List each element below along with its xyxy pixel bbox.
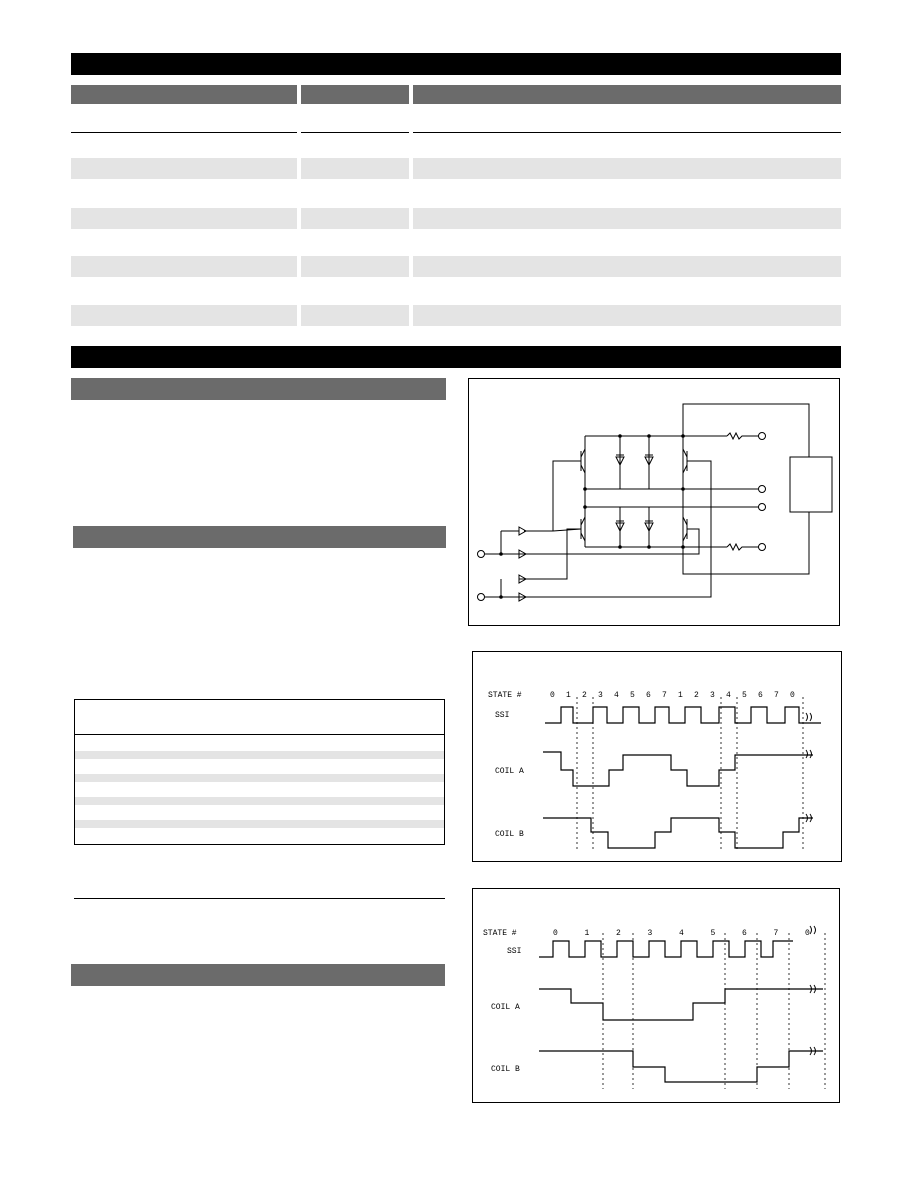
coil-a-waveform — [539, 989, 823, 1020]
data-table — [74, 699, 445, 845]
state-number: 0 — [550, 691, 555, 700]
table-rule — [71, 132, 297, 133]
table-row-band — [413, 256, 841, 277]
state-label: STATE # — [488, 691, 522, 700]
state-number: 6 — [742, 929, 747, 938]
coil-b-waveform — [543, 818, 813, 848]
state-number: 4 — [614, 691, 619, 700]
state-number: 3 — [647, 929, 653, 938]
signal-label-coil-b: COIL B — [491, 1065, 520, 1074]
section-header-bar-bottom — [71, 346, 841, 368]
section-header-bar-top — [71, 53, 841, 75]
coil-b-waveform — [539, 1051, 823, 1082]
circuit-diagram — [468, 378, 840, 626]
table-row-band — [75, 774, 444, 782]
table-row-band — [71, 208, 297, 229]
state-number: 6 — [646, 691, 651, 700]
coil-a-waveform — [543, 752, 813, 786]
state-number: 1 — [566, 691, 571, 700]
section-rule — [74, 898, 445, 899]
signal-label-ssi: SSI — [507, 947, 522, 956]
table-column-header-3 — [413, 85, 841, 104]
table-row-band — [301, 208, 409, 229]
table-row-band — [413, 208, 841, 229]
state-number: 7 — [773, 929, 779, 938]
subsection-header-2 — [73, 526, 446, 548]
table-row-band — [301, 256, 409, 277]
table-row-band — [71, 305, 297, 326]
timing-diagram-2-svg — [473, 889, 839, 1102]
table-row-band — [301, 158, 409, 179]
table-row-band — [75, 820, 444, 828]
table-row-band — [413, 158, 841, 179]
data-table-header-rule — [75, 734, 444, 735]
signal-label-coil-b: COIL B — [495, 830, 524, 839]
ssi-waveform — [539, 941, 793, 957]
h-bridge-schematic — [469, 379, 839, 625]
state-number: 0 — [805, 929, 810, 938]
table-row-band — [75, 797, 444, 805]
signal-label-coil-a: COIL A — [495, 767, 524, 776]
state-number: 4 — [726, 691, 731, 700]
table-column-header-2 — [301, 85, 409, 104]
table-row-band — [71, 158, 297, 179]
state-number: 3 — [710, 691, 715, 700]
state-number: 2 — [694, 691, 699, 700]
timing-diagram-1 — [472, 651, 842, 862]
table-row-band — [413, 305, 841, 326]
table-row-band — [301, 305, 409, 326]
subsection-header-1 — [71, 378, 446, 400]
table-row-band — [71, 256, 297, 277]
state-number: 5 — [630, 691, 635, 700]
state-number: 1 — [584, 929, 590, 938]
timing-diagram-1-svg — [473, 652, 841, 861]
table-column-header-1 — [71, 85, 297, 104]
state-number: 7 — [662, 691, 667, 700]
state-number: 2 — [582, 691, 587, 700]
state-number: 4 — [679, 929, 684, 938]
state-number: 2 — [616, 929, 621, 938]
table-rule — [301, 132, 409, 133]
state-number: 0 — [790, 691, 795, 700]
state-number: 1 — [678, 691, 683, 700]
signal-label-coil-a: COIL A — [491, 1003, 520, 1012]
state-number: 7 — [774, 691, 779, 700]
table-rule — [413, 132, 841, 133]
state-number: 3 — [598, 691, 603, 700]
subsection-header-3 — [71, 964, 445, 986]
state-number: 5 — [710, 929, 716, 938]
state-number: 5 — [742, 691, 747, 700]
ssi-waveform — [545, 707, 821, 723]
table-row-band — [75, 751, 444, 759]
signal-label-ssi: SSI — [495, 711, 510, 720]
timing-diagram-2 — [472, 888, 840, 1103]
state-number: 0 — [553, 929, 558, 938]
state-label: STATE # — [483, 929, 517, 938]
state-number: 6 — [758, 691, 763, 700]
